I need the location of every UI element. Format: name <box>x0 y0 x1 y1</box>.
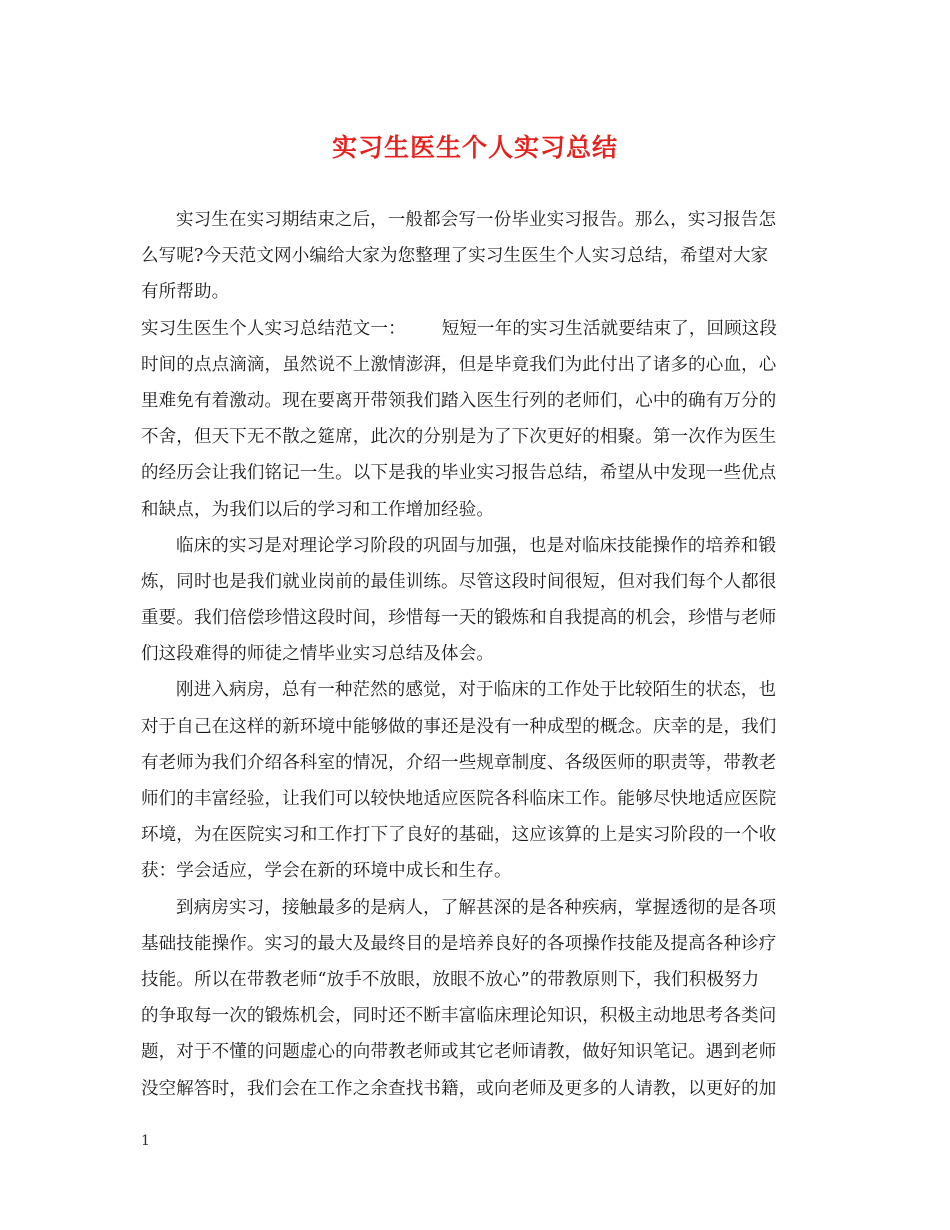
text-line: 时间的点点滴滴，虽然说不上激情澎湃，但是毕竟我们为此付出了诸多的心血，心 <box>141 354 777 375</box>
text-line: 临床的实习是对理论学习阶段的巩固与加强，也是对临床技能操作的培养和锻 <box>176 535 777 556</box>
text-line: 重要。我们倍偿珍惜这段时间，珍惜每一天的锻炼和自我提高的机会，珍惜与老师 <box>141 608 777 629</box>
text-line: 师们的丰富经验，让我们可以较快地适应医院各科临床工作。能够尽快地适应医院 <box>141 789 777 809</box>
text-line-composite <box>141 311 811 347</box>
text-line: 炼，同时也是我们就业岗前的最佳训练。尽管这段时间很短，但对我们每个人都很 <box>141 571 777 592</box>
text-line: 环境，为在医院实习和工作打下了良好的基础，这应该算的上是实习阶段的一个收 <box>141 825 777 846</box>
text-line: 题，对于不懂的问题虚心的向带教老师或其它老师请教，做好知识笔记。遇到老师 <box>141 1042 777 1063</box>
text-line: 刚进入病房，总有一种茫然的感觉，对于临床的工作处于比较陌生的状态，也 <box>176 680 777 701</box>
text-line: 们这段难得的师徒之情毕业实习总结及体会。 <box>141 644 494 665</box>
text-line: 不舍，但天下无不散之筵席，此次的分别是为了下次更好的相聚。第一次作为医生 <box>141 427 777 448</box>
text-line: 技能。所以在带教老师“放手不放眼，放眼不放心”的带教原则下，我们积极努力 <box>141 969 760 990</box>
text-line: 的经历会让我们铭记一生。以下是我的毕业实习报告总结，希望从中发现一些优点 <box>141 463 777 484</box>
text-line: 和缺点，为我们以后的学习和工作增加经验。 <box>141 499 494 520</box>
text-line: 的争取每一次的锻炼机会，同时还不断丰富临床理论知识，积极主动地思考各类问 <box>141 1006 777 1027</box>
document-title: 实习生医生个人实习总结 <box>331 133 618 162</box>
text-line: 实习生在实习期结束之后，一般都会写一份毕业实习报告。那么，实习报告怎 <box>176 210 777 230</box>
text-line: 么写呢?今天范文网小编给大家为您整理了实习生医生个人实习总结，希望对大家 <box>141 246 769 267</box>
text-line: 没空解答时，我们会在工作之余查找书籍，或向老师及更多的人请教，以更好的加 <box>141 1078 777 1099</box>
text-line: 有老师为我们介绍各科室的情况，介绍一些规章制度、各级医师的职责等，带教老 <box>141 752 777 773</box>
page-number: 1 <box>141 1133 150 1149</box>
document-body <box>141 202 811 1107</box>
section-heading: 实习生医生个人实习总结范文一： <box>141 318 406 339</box>
text-line: 获：学会适应，学会在新的环境中成长和生存。 <box>141 861 512 882</box>
text-segment: 短短一年的实习生活就要结束了，回顾这段 <box>441 318 778 339</box>
text-line: 里难免有着激动。现在要离开带领我们踏入医生行列的老师们，心中的确有万分的 <box>141 390 777 411</box>
text-line: 对于自己在这样的新环境中能够做的事还是没有一种成型的概念。庆幸的是，我们 <box>141 716 777 737</box>
text-line: 有所帮助。 <box>141 282 230 303</box>
text-line: 基础技能操作。实习的最大及最终目的是培养良好的各项操作技能及提高各种诊疗 <box>141 933 777 954</box>
text-line: 到病房实习，接触最多的是病人，了解甚深的是各种疾病，掌握透彻的是各项 <box>176 897 777 918</box>
